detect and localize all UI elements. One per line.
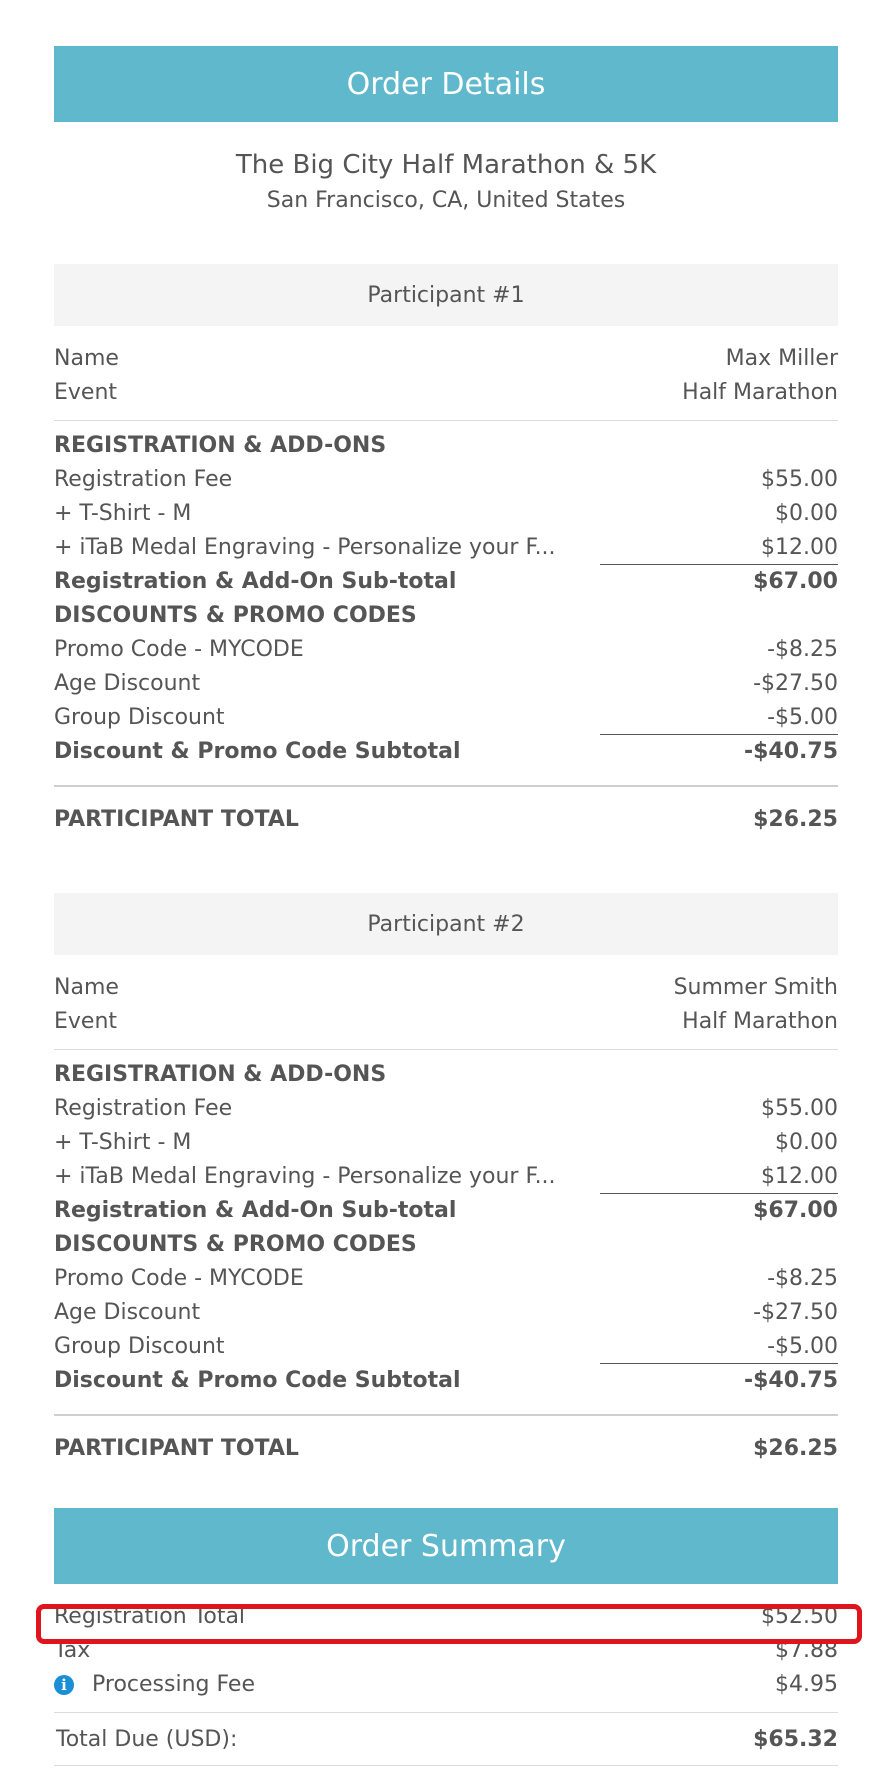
discount-subtotal-label: Discount & Promo Code Subtotal: [54, 739, 461, 764]
participant-section-1: [54, 264, 838, 851]
event-info: [54, 122, 838, 264]
line-item: [54, 1160, 838, 1194]
divider: [54, 420, 838, 421]
registration-total-label: Registration Total: [54, 1604, 246, 1629]
line-item: [54, 1262, 838, 1296]
participant-header-label: Participant #1: [367, 282, 525, 308]
line-item-amount: -$27.50: [753, 671, 838, 696]
total-due-label: Total Due (USD):: [56, 1726, 238, 1752]
registration-subtotal-label: Registration & Add-On Sub-total: [54, 1198, 457, 1223]
line-item-amount: $0.00: [775, 501, 838, 526]
line-item: [54, 463, 838, 497]
participant-name: Max Miller: [725, 346, 838, 371]
divider: [54, 1765, 838, 1766]
order-page: [54, 46, 838, 1766]
line-item-amount: -$5.00: [767, 1334, 838, 1359]
line-item: [54, 1092, 838, 1126]
participant-total-row: [54, 1416, 838, 1480]
line-item: [54, 633, 838, 667]
participant-name-row: [54, 971, 838, 1005]
line-item: [54, 1126, 838, 1160]
line-item-amount: $12.00: [761, 535, 838, 560]
line-item-label: Group Discount: [54, 705, 225, 730]
participant-section-2: [54, 893, 838, 1480]
line-item-label: + iTaB Medal Engraving - Personalize your F...: [54, 1164, 556, 1189]
order-details-title: Order Details: [346, 66, 546, 102]
line-item-amount: -$5.00: [767, 705, 838, 730]
line-item-label: + iTaB Medal Engraving - Personalize your F...: [54, 535, 556, 560]
order-summary-title: Order Summary: [326, 1528, 566, 1564]
discount-subtotal-label: Discount & Promo Code Subtotal: [54, 1368, 461, 1393]
line-item-label: Age Discount: [54, 1300, 201, 1325]
participant-total-label: PARTICIPANT TOTAL: [54, 1435, 299, 1461]
participant-header: [54, 264, 838, 326]
registration-section-title: REGISTRATION & ADD-ONS: [54, 433, 387, 458]
line-item-label: + T-Shirt - M: [54, 1130, 192, 1155]
registration-section-title: REGISTRATION & ADD-ONS: [54, 1062, 387, 1087]
line-item-label: Promo Code - MYCODE: [54, 637, 304, 662]
line-item-amount: -$8.25: [767, 637, 838, 662]
discount-subtotal-row: [54, 1364, 838, 1398]
event-label: Event: [54, 380, 118, 405]
line-item-amount: $12.00: [761, 1164, 838, 1189]
line-item: [54, 531, 838, 565]
processing-fee-label-wrap: [54, 1668, 255, 1702]
registration-subtotal: $67.00: [753, 1198, 838, 1223]
line-item: [54, 701, 838, 735]
tax-highlight-box: [36, 1604, 862, 1644]
line-item-amount: -$8.25: [767, 1266, 838, 1291]
line-item-label: Group Discount: [54, 1334, 225, 1359]
discount-subtotal: -$40.75: [743, 1368, 838, 1393]
registration-subtotal-label: Registration & Add-On Sub-total: [54, 569, 457, 594]
participant-total-row: [54, 787, 838, 851]
line-item: [54, 667, 838, 701]
discounts-section-title: DISCOUNTS & PROMO CODES: [54, 603, 417, 628]
discount-subtotal-row: [54, 735, 838, 769]
line-item: [54, 1330, 838, 1364]
participant-event: Half Marathon: [682, 380, 838, 405]
name-label: Name: [54, 346, 119, 371]
tax-amount: $7.88: [775, 1638, 838, 1663]
line-item-label: Promo Code - MYCODE: [54, 1266, 304, 1291]
participant-total: $26.25: [753, 806, 838, 832]
registration-subtotal-row: [54, 1194, 838, 1228]
line-item-amount: -$27.50: [753, 1300, 838, 1325]
discount-subtotal: -$40.75: [743, 739, 838, 764]
line-item-label: + T-Shirt - M: [54, 501, 192, 526]
order-details-banner: [54, 46, 838, 122]
participant-event-row: [54, 376, 838, 410]
discounts-section-title: DISCOUNTS & PROMO CODES: [54, 1232, 417, 1257]
participant-name: Summer Smith: [673, 975, 838, 1000]
line-item-label: Registration Fee: [54, 1096, 233, 1121]
event-location: San Francisco, CA, United States: [266, 188, 626, 213]
participant-total-label: PARTICIPANT TOTAL: [54, 806, 299, 832]
line-item-amount: $0.00: [775, 1130, 838, 1155]
processing-fee: $4.95: [775, 1672, 838, 1697]
line-item-label: Age Discount: [54, 671, 201, 696]
registration-subtotal: $67.00: [753, 569, 838, 594]
participant-name-row: [54, 342, 838, 376]
participant-event: Half Marathon: [682, 1009, 838, 1034]
participant-header-label: Participant #2: [367, 911, 525, 937]
order-summary-banner: [54, 1508, 838, 1584]
divider: [54, 1049, 838, 1050]
event-name: The Big City Half Marathon & 5K: [235, 150, 657, 180]
line-item: [54, 1296, 838, 1330]
registration-subtotal-row: [54, 565, 838, 599]
participant-total: $26.25: [753, 1435, 838, 1461]
total-due: $65.32: [753, 1726, 838, 1752]
line-item: [54, 497, 838, 531]
name-label: Name: [54, 975, 119, 1000]
registration-total: $52.50: [761, 1604, 838, 1629]
processing-fee-label: Processing Fee: [92, 1672, 255, 1697]
info-icon[interactable]: i: [54, 1675, 74, 1695]
participant-header: [54, 893, 838, 955]
tax-label: Tax: [54, 1638, 91, 1663]
processing-fee-row: [54, 1668, 838, 1702]
line-item-amount: $55.00: [761, 467, 838, 492]
line-item-amount: $55.00: [761, 1096, 838, 1121]
total-due-row: [54, 1713, 838, 1765]
participant-event-row: [54, 1005, 838, 1039]
event-label: Event: [54, 1009, 118, 1034]
line-item-label: Registration Fee: [54, 467, 233, 492]
